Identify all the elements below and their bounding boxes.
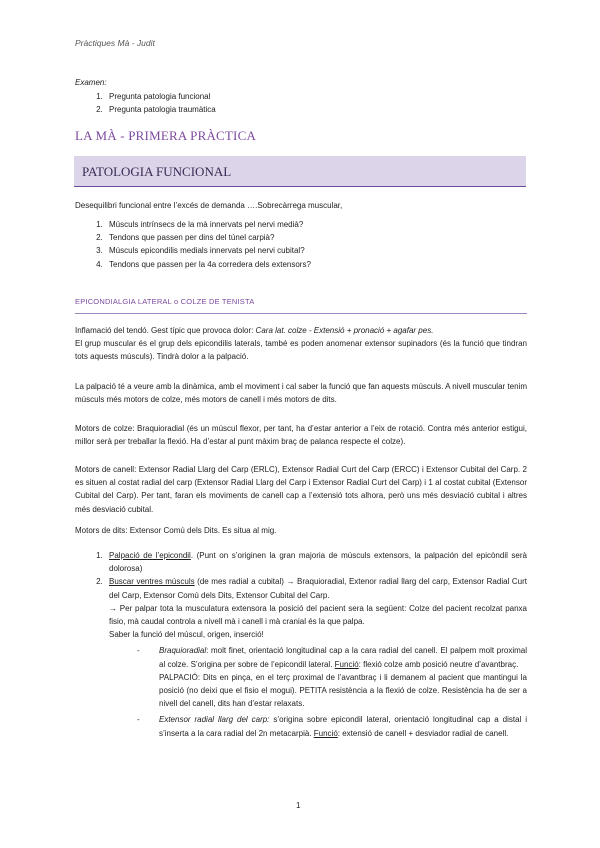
page-header: Pràctiques Mà - Judit xyxy=(75,38,155,48)
paragraph-5: Motors de dits: Extensor Comú dels Dits. Es situa al mig. xyxy=(75,526,277,535)
muscle-item xyxy=(137,644,527,710)
item-2-arrow-text: → Per palpar tota la musculatura extensora la posició del pacient sera la següent: Colze del pacient recolzat panxa fisio, mà caudal controla a nivell mà i canell i mà cranial és la que palpa. xyxy=(109,603,527,627)
question-item: 4. Tendons que passen per la 4a corredera dels extensors? xyxy=(105,258,527,271)
exam-section xyxy=(75,76,216,116)
paragraph-2: La palpació té a veure amb la dinàmica, amb el moviment i cal saber la funció que fan aquests músculs. A nivell muscular tenim músculs més motors de colze, més motors de canell i més motors de dits. xyxy=(75,382,527,405)
question-item: 2. Tendons que passen per dins del túnel carpià? xyxy=(105,231,527,244)
procedure-list xyxy=(75,549,527,743)
function-label: Funció xyxy=(313,728,338,738)
item-2-saber: Saber la funció del múscul, origen, inserció! xyxy=(109,630,264,640)
muscle-desc: : molt finet, orientació longitudinal cap a la cara radial del canell. El palpem molt proximal al colze. S’origina per sobre de l’epicondil lateral. xyxy=(159,646,527,669)
questions-list xyxy=(75,218,527,271)
function-text: : extensió de canell + desviador radial de canell. xyxy=(337,728,509,738)
subheading: EPICONDIALGIA LATERAL o COLZE DE TENISTA xyxy=(75,297,255,306)
p1-text-c: El grup muscular és el grup dels epicondilis laterals, també es poden anomenar extensor supinadors (és la funció que tindran tots aquests músculs). Tindrà dolor a la palpació. xyxy=(75,339,527,362)
exam-label: Examen: xyxy=(75,78,107,87)
item-2-text: (de mes radial a cubital) → Braquioradial, Extenor radial llarg del carp, Extensor Radial Curt del Carp, Extensor Comú dels Dits, Extensor Cubital del Carp. xyxy=(109,577,527,600)
item-2-heading: Buscar ventres músculs xyxy=(109,577,195,587)
muscle-desc: s’origina sobre epicondil lateral, orientació longitudinal cap a distal i s’inserta a la cara radial del 2n metacarpià. xyxy=(159,715,527,738)
item-1-heading: Palpació de l’epicondil xyxy=(109,551,191,560)
intro-text: Desequilibri funcional entre l’excés de demanda ….Sobrecàrrega muscular, xyxy=(75,201,343,210)
page-title: LA MÀ - PRIMERA PRÀCTICA xyxy=(75,128,257,143)
procedure-item xyxy=(105,549,527,575)
paragraph-3: Motors de colze: Braquioradial (és un múscul flexor, per tant, ha d’estar anterior a l’eix de rotació. Contra més anterior estigui, millor serà per treballar la flexió. Ha d’estar al punt màxim braç de palanca respecte el colze). xyxy=(75,424,527,447)
exam-item: 1. Pregunta patologia funcional xyxy=(105,90,216,103)
question-item: 3. Músculs epicondilis medials innervats pel nervi cubital? xyxy=(105,244,527,257)
item-1-text: . (Punt on s’originen la gran majoria de músculs extensors, la palpación del epicòndil serà dolorosa) xyxy=(109,551,527,574)
p1-gesture: Cara lat. colze - Extensió + pronació + agafar pes. xyxy=(255,326,434,335)
paragraph-4: Motors de canell: Extensor Radial Llarg del Carp (ERLC), Extensor Radial Curt del Carp (ERCC) i Extensor Cubital del Carp. 2 es situen al costat radial del carp (Extensor Radial Llarg del Carp i Extensor Radial Curt del Carp) i 1 al costat cubital (Extensor Cubital del Carp). Per tant, faran els moviments de canell cap a l’extensió tots alhora, però uns més desviació cubital i altres més desviació cubital. xyxy=(75,465,527,514)
page-number: 1 xyxy=(296,801,301,810)
section-banner xyxy=(74,156,526,187)
exam-item: 2. Pregunta patologia traumàtica xyxy=(105,103,216,116)
palpation-text: PALPACIÓ: Dits en pinça, en el terç proximal de l’avantbraç i li demanem al pacient que mantingui la posició (no deixi que el fisio el mogui). PETITA resistència a la flexió de colze. Resistència ha de ser a nivell del canell, dits han d’estar relaxats. xyxy=(159,672,527,709)
muscle-item xyxy=(137,713,527,739)
function-label: Funció xyxy=(334,659,359,669)
paragraph-1 xyxy=(75,324,527,364)
muscle-name: Braquioradial xyxy=(159,646,207,656)
function-text: : flexió colze amb posició neutre d’avantbraç. xyxy=(358,659,519,669)
muscle-list xyxy=(109,644,527,739)
procedure-item xyxy=(105,575,527,739)
subheading-rule xyxy=(75,313,527,314)
p1-text-a: Inflamació del tendó. Gest típic que provoca dolor: xyxy=(75,326,256,335)
section-title: PATOLOGIA FUNCIONAL xyxy=(82,164,232,179)
question-item: 1. Músculs intrínsecs de la mà innervats pel nervi medià? xyxy=(105,218,527,231)
muscle-name: Extensor radial llarg del carp: xyxy=(159,715,270,725)
